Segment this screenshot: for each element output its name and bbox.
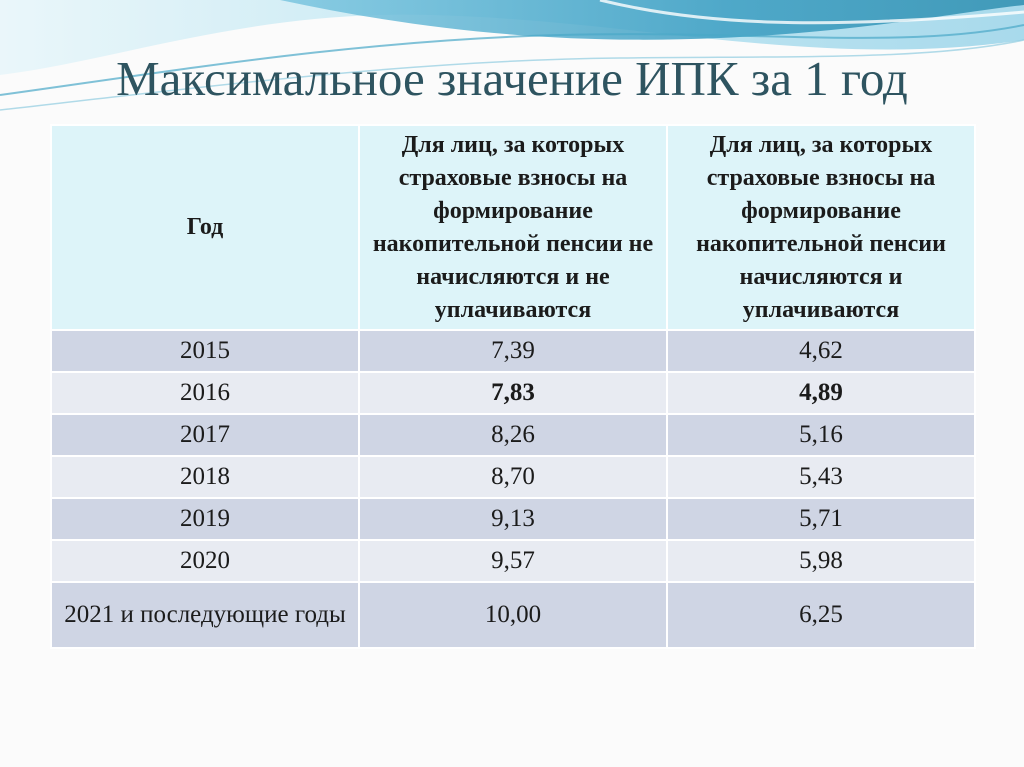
cell-value-not-accrued: 9,57 <box>359 540 667 582</box>
table-row <box>51 330 975 372</box>
cell-value-not-accrued: 10,00 <box>359 582 667 648</box>
slide-title: Максимальное значение ИПК за 1 год <box>116 51 908 106</box>
table-row <box>51 414 975 456</box>
cell-year: 2018 <box>51 456 359 498</box>
cell-value-not-accrued: 8,26 <box>359 414 667 456</box>
cell-value-accrued: 5,71 <box>667 498 975 540</box>
ipk-table <box>50 124 976 649</box>
cell-value-accrued: 5,98 <box>667 540 975 582</box>
cell-value-accrued: 4,62 <box>667 330 975 372</box>
cell-year: 2015 <box>51 330 359 372</box>
cell-year: 2017 <box>51 414 359 456</box>
table-row <box>51 456 975 498</box>
cell-value-not-accrued: 7,83 <box>359 372 667 414</box>
cell-year: 2020 <box>51 540 359 582</box>
cell-year: 2021 и последующие годы <box>51 582 359 648</box>
table-header-row <box>51 125 975 330</box>
cell-value-not-accrued: 7,39 <box>359 330 667 372</box>
cell-value-accrued: 6,25 <box>667 582 975 648</box>
cell-value-not-accrued: 9,13 <box>359 498 667 540</box>
table-row <box>51 582 975 648</box>
cell-value-accrued: 4,89 <box>667 372 975 414</box>
table-row <box>51 498 975 540</box>
cell-value-accrued: 5,43 <box>667 456 975 498</box>
cell-year: 2019 <box>51 498 359 540</box>
table-row <box>51 372 975 414</box>
cell-value-accrued: 5,16 <box>667 414 975 456</box>
header-not-accrued: Для лиц, за которых страховые взносы на формирование накопительной пенсии не начисляются и не уплачиваются <box>359 125 667 330</box>
header-year: Год <box>51 125 359 330</box>
cell-year: 2016 <box>51 372 359 414</box>
cell-value-not-accrued: 8,70 <box>359 456 667 498</box>
table-row <box>51 540 975 582</box>
header-accrued: Для лиц, за которых страховые взносы на формирование накопительной пенсии начисляются и уплачиваются <box>667 125 975 330</box>
